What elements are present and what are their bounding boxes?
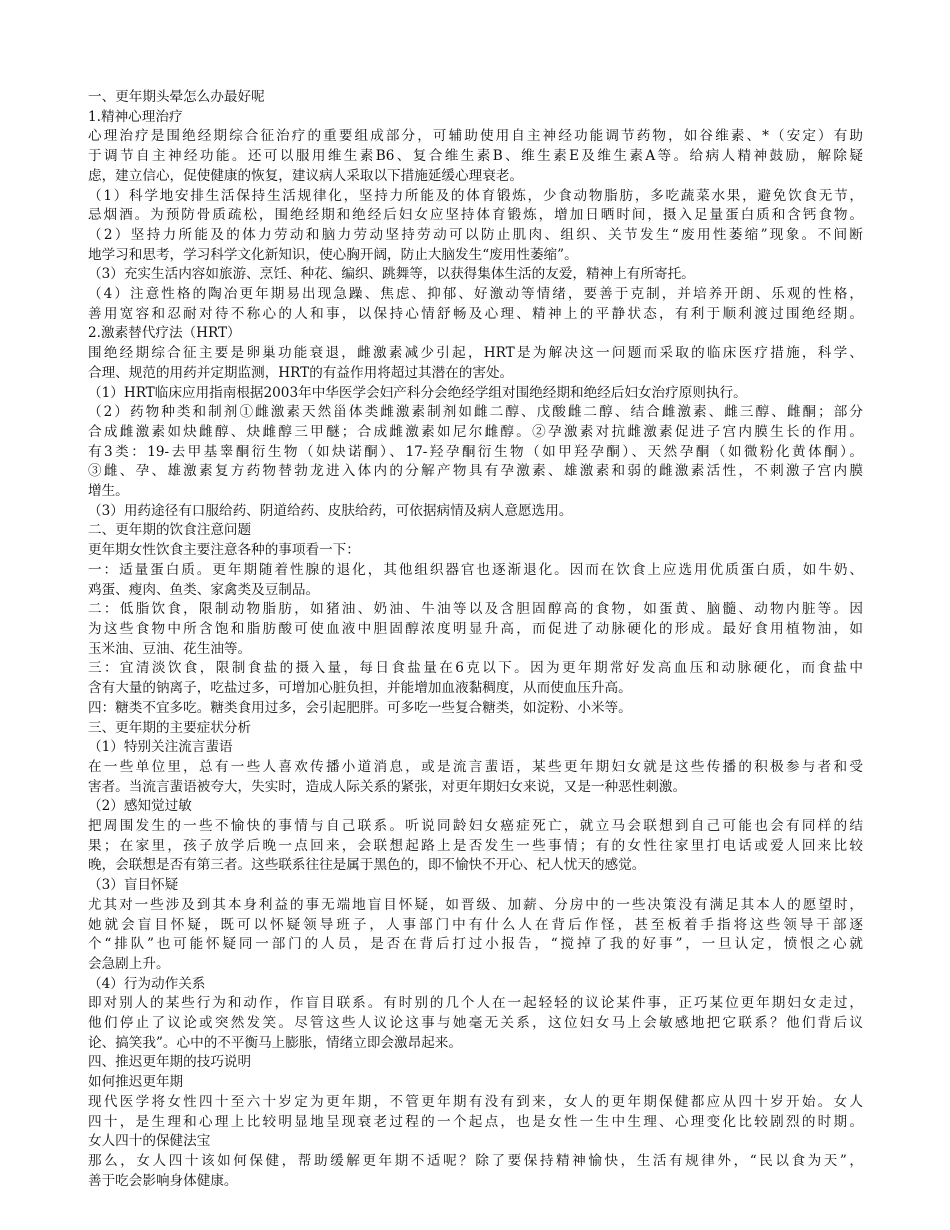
text-line: 含有大量的钠离子，吃盐过多，可增加心脏负担，并能增加血液黏稠度，从而使血压升高。: [88, 680, 632, 697]
text-line: 于调节自主神经功能。还可以服用维生素B6、复合维生素B、维生素E及维生素A等。给病人精神鼓励，解除疑: [88, 148, 863, 165]
text-line: 合理、规范的用药并定期监测，HRT的有益作用将超过其潜在的害处。: [88, 364, 514, 381]
text-line: 个“排队”也可能怀疑同一部门的人员，是否在背后打过小报告，“搅掉了我的好事”，一旦认定，愤恨之心就: [88, 936, 863, 953]
text-line: 尤其对一些涉及到其本身利益的事无端地盲目怀疑，如晋级、加薪、分房中的一些决策没有满足其本人的愿望时，: [88, 896, 863, 913]
text-line: 1.精神心理治疗: [88, 108, 183, 125]
text-line: （3）充实生活内容如旅游、烹饪、种花、编织、跳舞等，以获得集体生活的友爱，精神上有所寄托。: [88, 266, 695, 283]
document-body: [88, 88, 863, 1191]
text-line: （1）特别关注流言蜚语: [88, 739, 233, 756]
text-line: 地学习和思考，学习科学文化新知识，使心胸开阔，防止大脑发生“废用性萎缩”。: [88, 246, 578, 263]
text-line: （3）盲目怀疑: [88, 877, 179, 894]
text-line: 果；在家里，孩子放学后晚一点回来，会联想起路上是否发生一些事情；有的女性往家里打电话或爱人回来比较: [88, 837, 863, 854]
text-line: （2）坚持力所能及的体力劳动和脑力劳动坚持劳动可以防止肌肉、组织、关节发生“废用性萎缩”现象。不间断: [88, 226, 863, 243]
text-line: （2）药物种类和制剂①雌激素天然甾体类雌激素制剂如雌二醇、戊酸雌二醇、结合雌激素、雌三醇、雌酮；部分: [88, 404, 863, 421]
text-line: 一、更年期头晕怎么办最好呢: [88, 89, 265, 105]
text-line: （4）注意性格的陶冶更年期易出现急躁、焦虑、抑郁、好激动等情绪，要善于克制，并培养开朗、乐观的性格，: [88, 286, 863, 303]
text-line: （4）行为动作关系: [88, 975, 206, 992]
text-line: 四、推迟更年期的技巧说明: [88, 1054, 252, 1071]
text-line: 她就会盲目怀疑，既可以怀疑领导班子，人事部门中有什么人在背后作怪，甚至板着手指将这些领导干部逐: [88, 916, 863, 933]
text-line: 增生。: [88, 483, 129, 500]
text-line: 玉米油、豆油、花生油等。: [88, 640, 252, 657]
text-line: 把周围发生的一些不愉快的事情与自己联系。听说同龄妇女癌症死亡，就立马会联想到自己可能也会有同样的结: [88, 818, 863, 835]
text-line: 虑，建立信心，促使健康的恢复，建议病人采取以下措施延缓心理衰老。: [88, 167, 523, 184]
text-line: 善用宽容和忍耐对待不称心的人和事，以保持心情舒畅及心理、精神上的平静状态，有利于顺利渡过围绝经期。: [88, 305, 863, 322]
text-line: 更年期女性饮食主要注意各种的事项看一下：: [88, 542, 360, 559]
text-line: （3）用药途径有口服给药、阴道给药、皮肤给药，可依据病情及病人意愿选用。: [88, 502, 573, 519]
text-line: （1）HRT临床应用指南根据2003年中华医学会妇产科分会绝经学组对围绝经期和绝经后妇女治疗原则执行。: [88, 384, 747, 401]
text-line: 他们停止了议论或突然发笑。尽管这些人议论这事与她毫无关系，这位妇女马上会敏感地把它联系？他们背后议: [88, 1015, 863, 1032]
text-line: 论、搞笑我”。心中的不平衡马上膨胀，情绪立即会激昂起来。: [88, 1034, 462, 1051]
text-line: 在一些单位里，总有一些人喜欢传播小道消息，或是流言蜚语，某些更年期妇女就是这些传播的积极参与者和受: [88, 758, 863, 775]
text-line: 2.激素替代疗法（HRT）: [88, 325, 241, 342]
text-line: 鸡蛋、瘦肉、鱼类、家禽类及豆制品。: [88, 581, 320, 598]
text-line: 围绝经期综合征主要是卵巢功能衰退，雌激素减少引起，HRT是为解决这一问题而采取的临床医疗措施，科学、: [88, 345, 863, 362]
text-line: 二：低脂饮食，限制动物脂肪，如猪油、奶油、牛油等以及含胆固醇高的食物，如蛋黄、脑髓、动物内脏等。因: [88, 601, 863, 618]
text-line: 三、更年期的主要症状分析: [88, 719, 252, 736]
text-line: 那么，女人四十该如何保健，帮助缓解更年期不适呢？除了要保持精神愉快，生活有规律外，“民以食为天”，: [88, 1152, 863, 1169]
text-line: 心理治疗是围绝经期综合征治疗的重要组成部分，可辅助使用自主神经功能调节药物，如谷维素、*（安定）有助: [88, 128, 863, 145]
text-line: 善于吃会影响身体健康。: [88, 1172, 238, 1189]
text-line: 为这些食物中所含饱和脂肪酸可使血液中胆固醇浓度明显升高，而促进了动脉硬化的形成。最好食用植物油，如: [88, 620, 863, 637]
text-line: 忌烟酒。为预防骨质疏松，围绝经期和绝经后妇女应坚持体育锻炼，增加日晒时间，摄入足量蛋白质和含钙食物。: [88, 207, 863, 224]
text-line: 四：糖类不宜多吃。糖类食用过多，会引起肥胖。可多吃一些复合糖类，如淀粉、小米等。: [88, 699, 632, 716]
text-line: 有3类：19-去甲基睾酮衍生物（如炔诺酮）、17-羟孕酮衍生物（如甲羟孕酮）、天然孕酮（如微粉化黄体酮）。: [88, 443, 863, 460]
text-line: 二、更年期的饮食注意问题: [88, 522, 252, 539]
text-line: 现代医学将女性四十至六十岁定为更年期，不管更年期有没有到来，女人的更年期保健都应从四十岁开始。女人: [88, 1093, 863, 1110]
text-line: 三：宜清淡饮食，限制食盐的摄入量，每日食盐量在6克以下。因为更年期常好发高血压和动脉硬化，而食盐中: [88, 660, 863, 677]
text-line: 一：适量蛋白质。更年期随着性腺的退化，其他组织器官也逐渐退化。因而在饮食上应选用优质蛋白质，如牛奶、: [88, 561, 863, 578]
text-line: 四十，是生理和心理上比较明显地呈现衰老过程的一个起点，也是女性一生中生理、心理变化比较剧烈的时期。: [88, 1113, 863, 1130]
text-line: 会急剧上升。: [88, 955, 170, 972]
text-line: 女人四十的保健法宝: [88, 1133, 211, 1150]
text-line: ③雌、孕、雄激素复方药物替勃龙进入体内的分解产物具有孕激素、雄激素和弱的雌激素活性，不刺激子宫内膜: [88, 463, 863, 480]
text-line: 害者。当流言蜚语被夸大，失实时，造成人际关系的紧张，对更年期妇女来说，又是一种恶性刺激。: [88, 778, 687, 795]
text-line: 即对别人的某些行为和动作，作盲目联系。有时别的几个人在一起轻轻的议论某件事，正巧某位更年期妇女走过，: [88, 995, 863, 1012]
text-line: 如何推迟更年期: [88, 1074, 184, 1091]
text-line: （2）感知觉过敏: [88, 798, 192, 815]
text-line: 合成雌激素如炔雌醇、炔雌醇三甲醚；合成雌激素如尼尔雌醇。②孕激素对抗雌激素促进子宫内膜生长的作用。: [88, 423, 863, 440]
text-line: 晚，会联想是否有第三者。这些联系往往是属于黑色的，即不愉快不开心、杞人忧天的感觉。: [88, 857, 646, 874]
text-line: （1）科学地安排生活保持生活规律化，坚持力所能及的体育锻炼，少食动物脂肪，多吃蔬菜水果，避免饮食无节，: [88, 187, 863, 204]
